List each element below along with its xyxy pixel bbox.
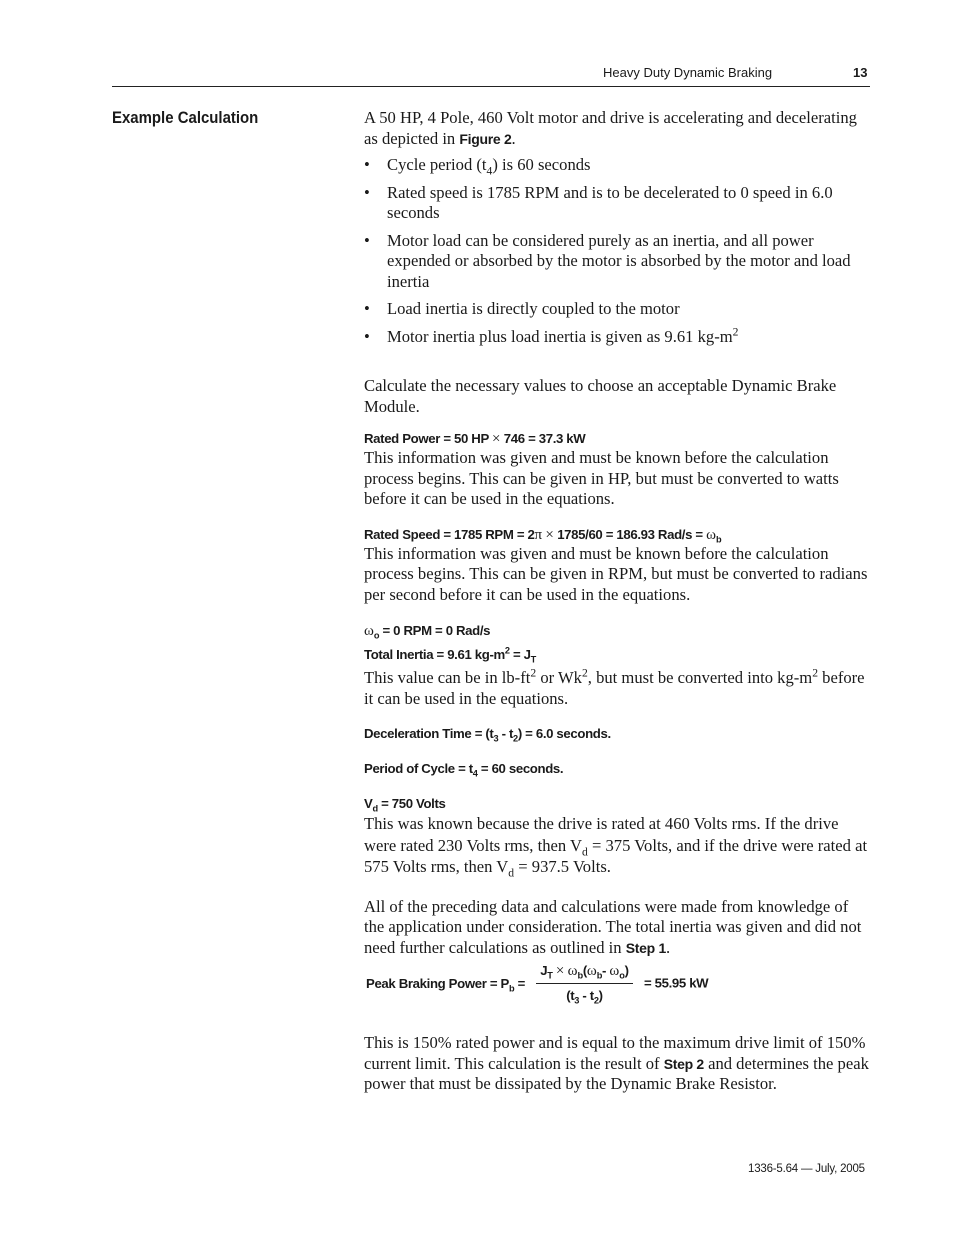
bullet-icon: • (364, 299, 370, 318)
figure-2-reference: Figure 2 (459, 130, 512, 147)
document-code-footer: 1336-5.64 — July, 2005 (748, 1163, 865, 1175)
omega-o-equation: $\omega_o = 0$ RPM = 0 Rad/s (364, 623, 491, 641)
vd-equation: $V_d = 750$ Volts (364, 796, 446, 814)
bullet-icon: • (364, 326, 370, 346)
list-item: • Motor inertia plus load inertia is given as 9.61 $kg-m^2$ (364, 324, 739, 346)
list-item: • Cycle period $(t_4)$ is 60 seconds (364, 155, 591, 178)
peak-power-fraction (536, 962, 632, 1005)
step-2-reference: Step 2 (663, 1055, 704, 1072)
step-1-reference: Step 1 (625, 939, 666, 956)
page-number: 13 (853, 65, 868, 80)
list-item: • Rated speed is 1785 RPM and is to be decelerated to 0 speed in 6.0 seconds (364, 182, 833, 222)
bullet-icon: • (364, 182, 370, 202)
bullet-icon: • (364, 155, 370, 174)
list-item: • Motor load can be considered purely as an inertia, and all power expended or absorbed by the motor is absorbed by the motor and load inertia (364, 230, 851, 291)
rated-speed-equation: Rated Speed = 1785 RPM = 2π × 1785/60 = 186.93 $Rad/s = \omega_b$ (364, 526, 722, 545)
deceleration-time-equation: Deceleration Time = $(t_3 - t_2) = 6.0$ seconds. (364, 726, 611, 744)
vd-explanation: This was known because the drive is rated at 460 Volts rms. If the drive were rated 230 Volts rms, then $V_d = 375$ Volts, and if the drive were rated at 575 Volts rms, then $V_d = 937.5$ Volts. (364, 814, 868, 880)
rated-power-equation: Rated Power = 50 HP × 746 = 37.3 kW (364, 431, 586, 447)
total-inertia-explanation: This value can be in $lb-ft^2$ or Wk$^2$, but must be converted into $kg-m^2$ before it can be used in the equations. (364, 666, 865, 708)
conclusion-paragraph: This is 150% rated power and is equal to the maximum drive limit of 150% current limit. This calculation is the result of Step 2 and determines the peak power that must be dissipated by the Dynamic Brake Resistor. (364, 1033, 869, 1093)
rated-power-explanation: This information was given and must be known before the calculation process begins. This can be given in HP, but must be converted to watts before it can be used in the equations. (364, 448, 839, 508)
peak-braking-power-equation: Peak Braking Power = $P_b$ = $\frac{J_T \times \omega_b(\omega_b- \omega_o)}{(t_3 - t_2)}$ = 55.95 kW (366, 963, 709, 1006)
total-inertia-equation: Total Inertia = 9.61 $kg-m^2 = J_T$ (364, 645, 536, 665)
list-item: • Load inertia is directly coupled to the motor (364, 299, 680, 318)
intro-text: A 50 HP, 4 Pole, 460 Volt motor and drive is accelerating and decelerating as depicted in (364, 108, 857, 148)
given-conditions-list (364, 155, 870, 347)
fraction-numerator: $J_T \times \omega_b(\omega_b-$ $\omega_o$) (536, 962, 632, 984)
rated-speed-explanation: This information was given and must be known before the calculation process begins. This can be given in RPM, but must be converted to radians per second before it can be used in the equations. (364, 543, 868, 604)
bullet-icon: • (364, 230, 370, 250)
header-divider (112, 86, 870, 87)
peak-power-result: = 55.95 kW (643, 975, 709, 991)
section-heading: Example Calculation (112, 108, 259, 127)
preceding-data-paragraph: All of the preceding data and calculations were made from knowledge of the application under consideration. The total inertia was given and did not need further calculations as outlined in Step 1. (364, 896, 862, 957)
running-header-title: Heavy Duty Dynamic Braking (603, 65, 773, 80)
fraction-denominator: $(t_3 - t_2)$ (566, 988, 603, 1006)
intro-paragraph: A 50 HP, 4 Pole, 460 Volt motor and drive is accelerating and decelerating as depicted in Figure 2. (364, 108, 857, 148)
cycle-period-equation: Period of Cycle = $t_4 = 60$ seconds. (364, 761, 564, 779)
main-content (364, 108, 870, 1095)
calculation-intro: Calculate the necessary values to choose an acceptable Dynamic Brake Module. (364, 376, 837, 416)
